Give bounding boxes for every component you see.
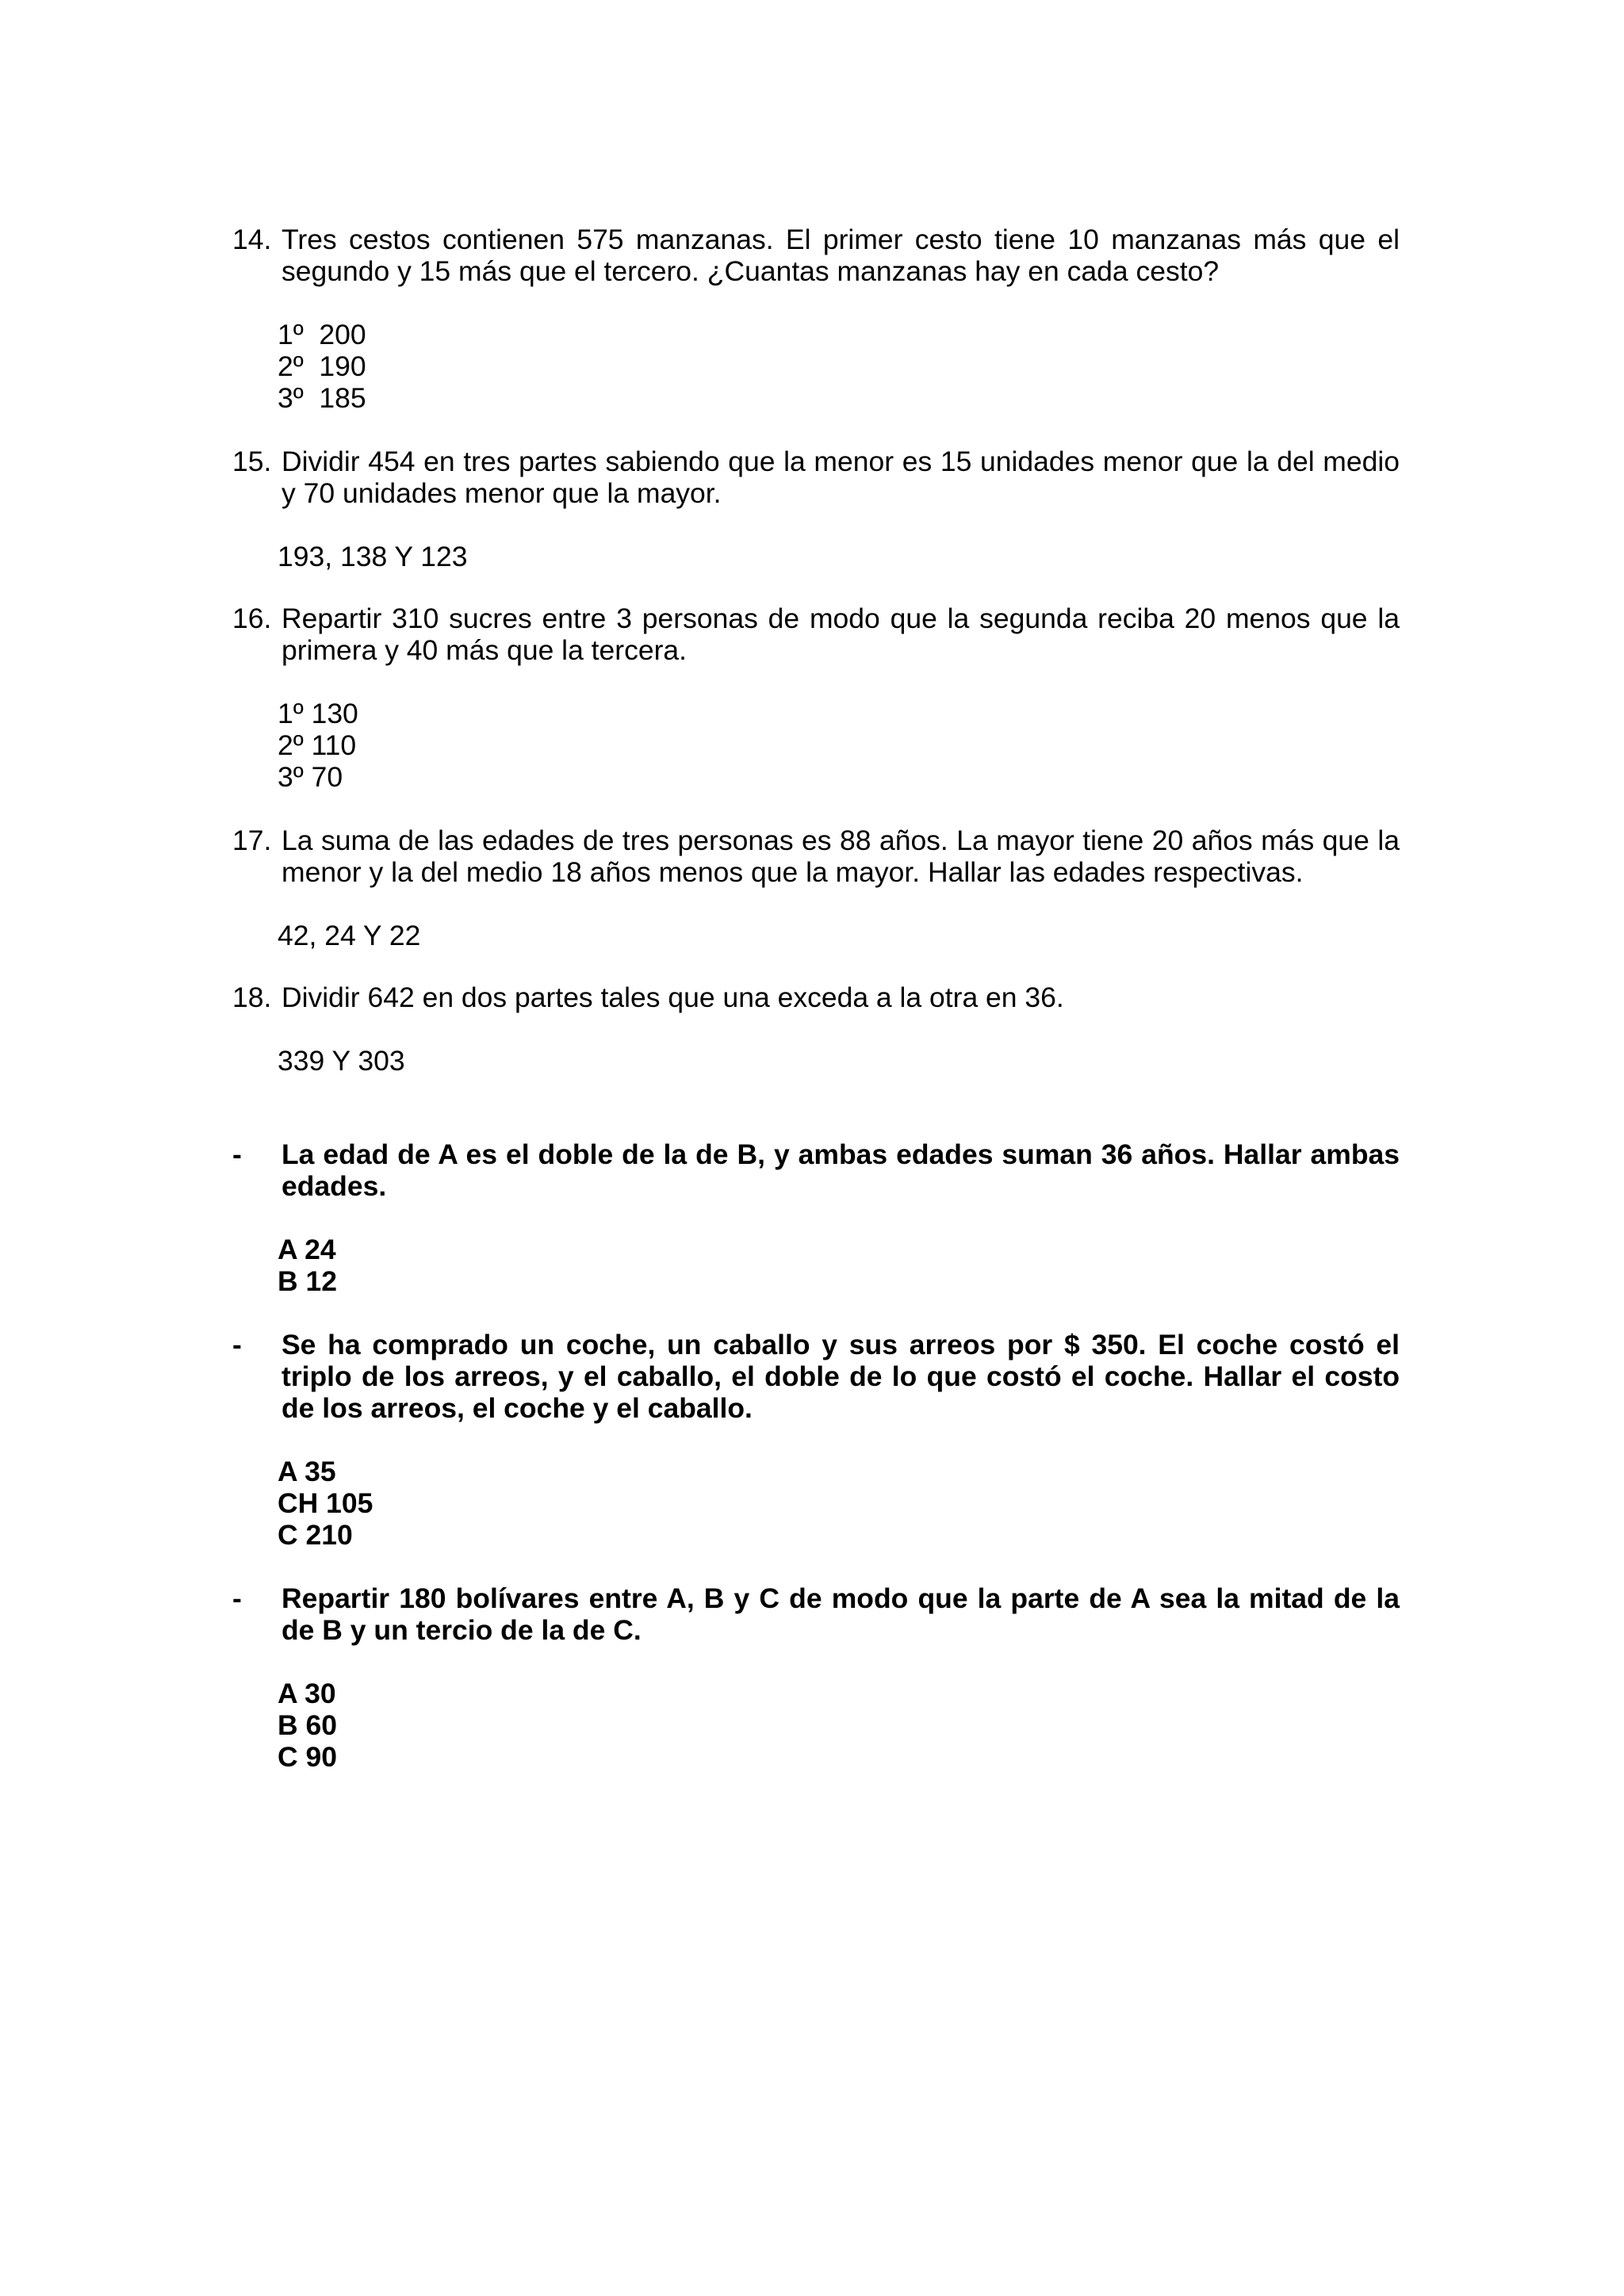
answer-line: A 35	[278, 1456, 336, 1487]
answer-line: 42, 24 Y 22	[278, 920, 421, 951]
problem-text: Dividir 642 en dos partes tales que una exceda a la otra en 36.	[282, 982, 1064, 1013]
answer-block	[278, 1678, 1400, 1773]
problem-text: Repartir 310 sucres entre 3 personas de modo que la segunda reciba 20 menos que la primera y 40 más que la tercera.	[282, 603, 1400, 666]
answer-line: A 30	[278, 1678, 336, 1709]
answer-line: C 210	[278, 1519, 353, 1551]
answer-line: 2º 190	[278, 350, 366, 382]
problem-number: 15.	[232, 446, 272, 477]
answer-line: 339 Y 303	[278, 1045, 405, 1077]
answer-block	[278, 698, 1400, 793]
problem-number: 14.	[232, 224, 272, 255]
answer-line: 2º 110	[278, 729, 357, 761]
problem-number: 16.	[232, 603, 272, 634]
dash-bullet: -	[232, 1138, 242, 1170]
problem-18	[232, 982, 1400, 1077]
answer-block	[278, 920, 1400, 951]
answer-line: B 12	[278, 1265, 337, 1297]
answer-line: CH 105	[278, 1487, 373, 1519]
problem-text: La edad de A es el doble de la de B, y ambas edades suman 36 años. Hallar ambas edades.	[282, 1138, 1400, 1202]
answer-block	[278, 319, 1400, 414]
bold-problem-coach	[232, 1329, 1400, 1551]
answer-block	[278, 1234, 1400, 1297]
answer-line: 3º 185	[278, 382, 366, 414]
answer-line: 3º 70	[278, 761, 343, 793]
problem-number: 17.	[232, 825, 272, 856]
answer-block	[278, 541, 1400, 572]
answer-line: 1º 130	[278, 698, 358, 729]
answer-line: C 90	[278, 1741, 337, 1773]
bold-problem-bolivares	[232, 1582, 1400, 1773]
problem-15	[232, 446, 1400, 572]
dash-bullet: -	[232, 1329, 242, 1360]
problem-text: Se ha comprado un coche, un caballo y sus arreos por $ 350. El coche costó el triplo de los arreos, y el caballo, el doble de lo que costó el coche. Hallar el costo de los arreos, el coche y el caballo.	[282, 1329, 1400, 1424]
problem-number: 18.	[232, 982, 272, 1013]
answer-line: B 60	[278, 1709, 337, 1741]
problem-14	[232, 224, 1400, 414]
dash-bullet: -	[232, 1582, 242, 1614]
problem-text: Tres cestos contienen 575 manzanas. El primer cesto tiene 10 manzanas más que el segundo y 15 más que el tercero. ¿Cuantas manzanas hay en cada cesto?	[282, 224, 1400, 287]
answer-line: 193, 138 Y 123	[278, 541, 468, 572]
problem-text: Repartir 180 bolívares entre A, B y C de modo que la parte de A sea la mitad de la de B y un tercio de la de C.	[282, 1582, 1400, 1646]
problem-16	[232, 603, 1400, 793]
answer-block	[278, 1456, 1400, 1551]
answer-line: 1º 200	[278, 319, 366, 350]
bold-problem-ages	[232, 1138, 1400, 1297]
problem-text: La suma de las edades de tres personas es 88 años. La mayor tiene 20 años más que la menor y la del medio 18 años menos que la mayor. Hallar las edades respectivas.	[282, 825, 1400, 888]
problem-17	[232, 825, 1400, 951]
answer-block	[278, 1045, 1400, 1077]
answer-line: A 24	[278, 1234, 336, 1265]
problem-text: Dividir 454 en tres partes sabiendo que la menor es 15 unidades menor que la del medio y 70 unidades menor que la mayor.	[282, 446, 1400, 509]
